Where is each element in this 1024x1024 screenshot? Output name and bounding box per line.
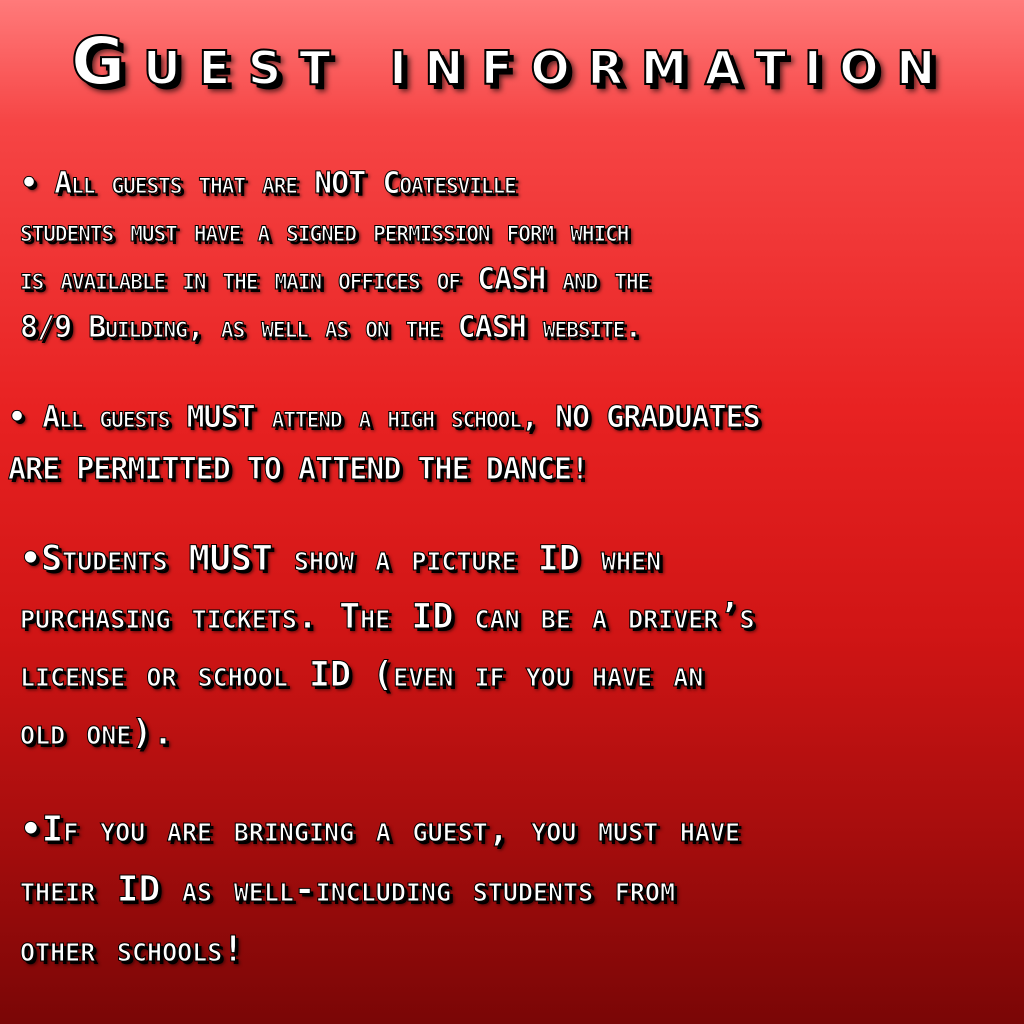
bullet-guest-id: •If you are bringing a guest, you must have their ID as well-including students from other schools! <box>20 809 741 970</box>
bullet-high-school-only: • All guests MUST attend a high school, NO GRADUATES ARE PERMITTED TO ATTEND THE DANCE! <box>8 400 760 487</box>
bullet-guest-permission-form: • All guests that are NOT Coatesville students must have a signed permission form which is available in the main offices of CASH and the 8/9 Building, as well as on the CASH website. <box>20 166 650 345</box>
bullet-picture-id: •Students MUST show a picture ID when purchasing tickets. The ID can be a driver’s license or school ID (even if you have an old one). <box>20 539 755 753</box>
poster-title: Guest information <box>71 23 953 100</box>
